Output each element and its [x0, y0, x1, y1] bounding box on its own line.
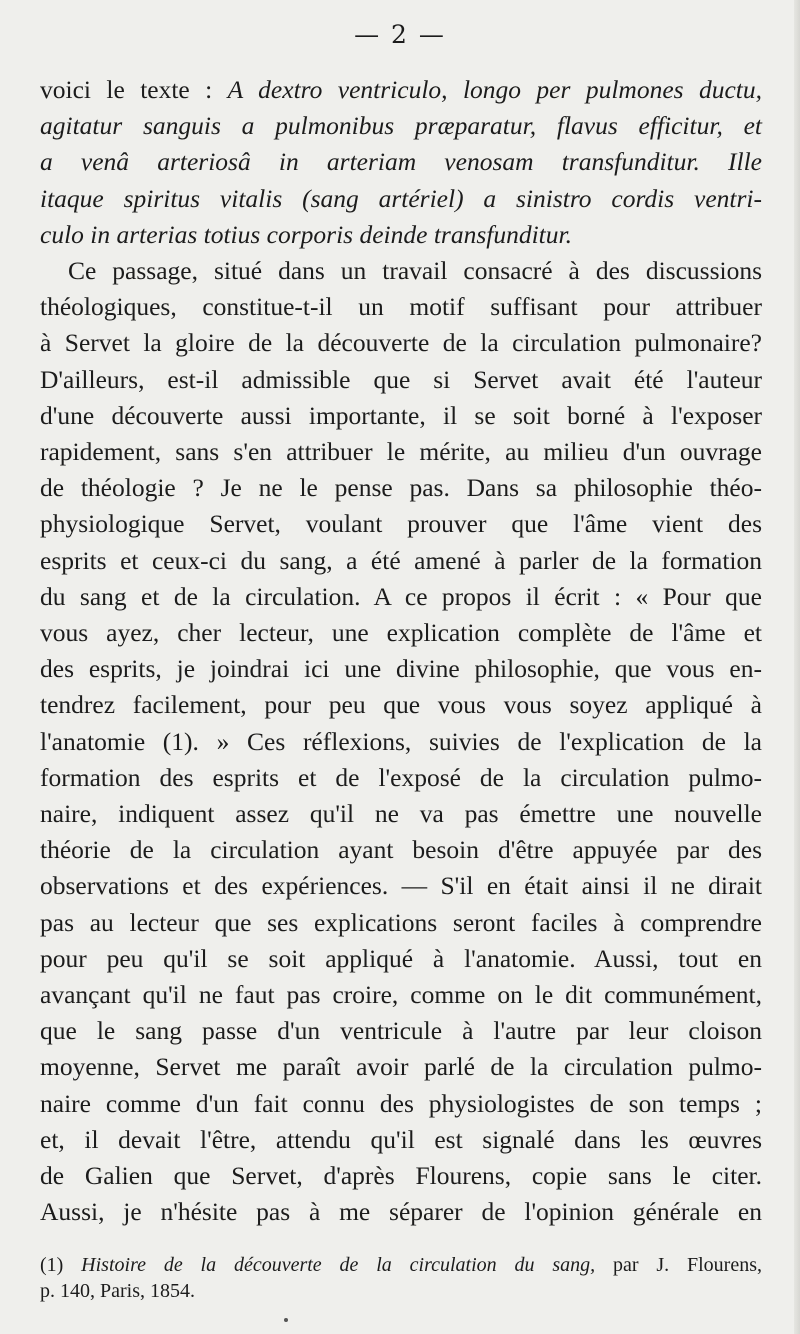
- text-line: théologiques, constitue-t-il un motif suffisant pour attribuer: [40, 292, 762, 322]
- footnote-line-2: p. 140, Paris, 1854.: [40, 1280, 195, 1302]
- text-line: [40, 217, 762, 253]
- text-line: que le sang passe d'un ventricule à l'autre par leur cloison: [40, 1016, 762, 1046]
- italic-text: agitatur sanguis a pulmonibus præparatur, flavus efficitur, et: [40, 111, 762, 141]
- footnote-author: par J. Flourens,: [595, 1254, 762, 1276]
- text-line: Ce passage, situé dans un travail consacré à des discussions: [68, 256, 762, 286]
- text-line: de théologie ? Je ne le pense pas. Dans sa philosophie théo-: [40, 473, 762, 503]
- main-text: [40, 72, 762, 1231]
- latin-quote-paragraph: [40, 72, 762, 253]
- text-line: et, il devait l'être, attendu qu'il est signalé dans les œuvres: [40, 1124, 762, 1154]
- text-line: naire comme d'un fait connu des physiologistes de son temps ;: [40, 1088, 762, 1118]
- text-line: l'anatomie (1). » Ces réflexions, suivies de l'explication de la: [40, 726, 762, 756]
- italic-text: A dextro ventriculo, longo per pulmones ductu,: [227, 75, 763, 104]
- page-number: — 2 —: [354, 20, 446, 49]
- text-line: [40, 181, 762, 217]
- text-line: tendrez facilement, pour peu que vous vous soyez appliqué à: [40, 690, 762, 720]
- roman-text: voici le texte :: [40, 75, 228, 104]
- text-line: d'une découverte aussi importante, il se soit borné à l'exposer: [40, 400, 762, 430]
- text-line: du sang et de la circulation. A ce propos il écrit : « Pour que: [40, 581, 762, 611]
- text-line: de Galien que Servet, d'après Flourens, copie sans le citer.: [40, 1161, 762, 1191]
- text-line: des esprits, je joindrai ici une divine philosophie, que vous en-: [40, 654, 762, 684]
- text-line: physiologique Servet, voulant prouver que l'âme vient des: [40, 509, 762, 539]
- text-line: pas au lecteur que ses explications seront faciles à comprendre: [40, 907, 762, 937]
- italic-text: a venâ arteriosâ in arteriam venosam transfunditur. Ille: [40, 147, 762, 177]
- paper-speck: [284, 1318, 288, 1322]
- footnote-title: Histoire de la découverte de la circulation du sang,: [81, 1254, 596, 1276]
- footnote-line-1: [40, 1252, 762, 1278]
- text-line: avançant qu'il ne faut pas croire, comme on le dit communément,: [40, 980, 762, 1010]
- text-line: théorie de la circulation ayant besoin d'être appuyée par des: [40, 835, 762, 865]
- text-line: naire, indiquent assez qu'il ne va pas émettre une nouvelle: [40, 799, 762, 829]
- text-line: formation des esprits et de l'exposé de la circulation pulmo-: [40, 762, 762, 792]
- text-line: rapidement, sans s'en attribuer le mérite, au milieu d'un ouvrage: [40, 437, 762, 467]
- text-line: [40, 144, 762, 180]
- text-line: observations et des expériences. — S'il en était ainsi il ne dirait: [40, 871, 762, 901]
- text-line: à Servet la gloire de la découverte de la circulation pulmonaire?: [40, 328, 762, 358]
- italic-text: culo in arterias totius corporis deinde transfunditur.: [40, 219, 572, 249]
- text-line: esprits et ceux-ci du sang, a été amené à parler de la formation: [40, 545, 762, 575]
- italic-text: itaque spiritus vitalis (sang artériel) a sinistro cordis ventri-: [40, 183, 762, 213]
- text-line: Aussi, je n'hésite pas à me séparer de l'opinion générale en: [40, 1197, 762, 1227]
- text-line: pour peu qu'il se soit appliqué à l'anatomie. Aussi, tout en: [40, 943, 762, 973]
- footnote-marker: (1): [40, 1254, 82, 1276]
- text-line: D'ailleurs, est-il admissible que si Servet avait été l'auteur: [40, 364, 762, 394]
- text-line: [40, 72, 762, 108]
- text-line: vous ayez, cher lecteur, une explication complète de l'âme et: [40, 618, 762, 648]
- page-edge: [794, 0, 800, 1334]
- footnote: [40, 1252, 762, 1304]
- text-line: [40, 108, 762, 144]
- text-line: moyenne, Servet me paraît avoir parlé de la circulation pulmo-: [40, 1052, 762, 1082]
- body-paragraph: [40, 253, 762, 1230]
